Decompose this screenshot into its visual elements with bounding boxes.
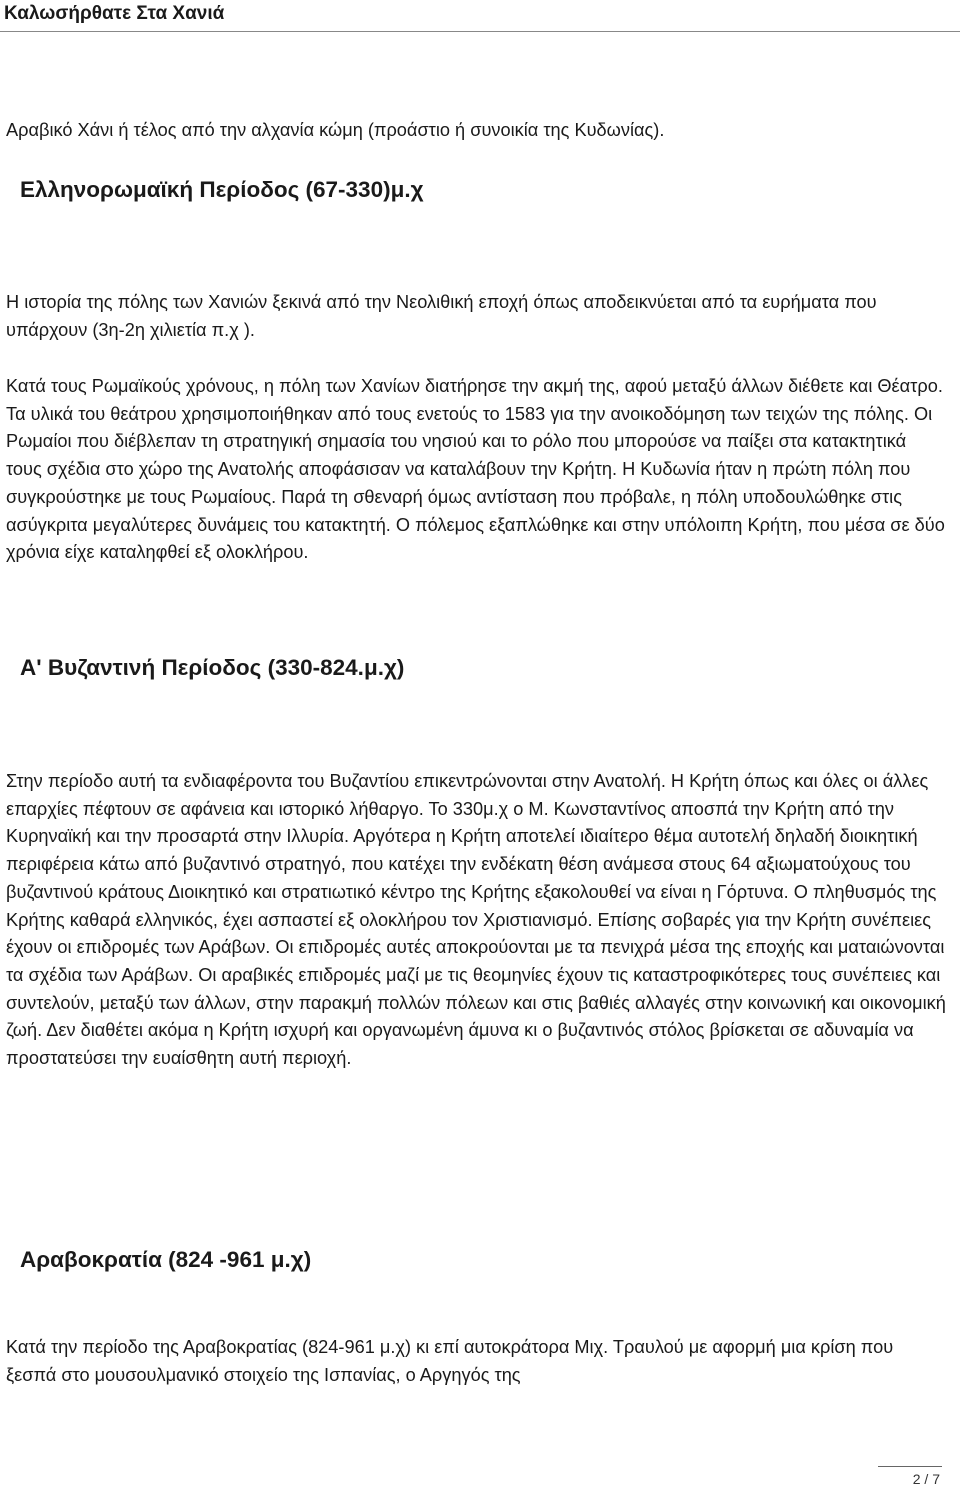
paragraph-arab-rule: Κατά την περίοδο της Αραβοκρατίας (824-961 μ.χ) κι επί αυτοκράτορα Μιχ. Τραυλού με αφορμή μια κρίση που ξεσπά στο μουσουλμανικό στοιχείο της Ισπανίας, ο Αργηγός της — [6, 1337, 894, 1385]
header-divider — [0, 31, 960, 32]
page-header — [0, 0, 960, 38]
footer-divider — [878, 1466, 942, 1467]
section-heading-arab-rule: Αραβοκρατία (824 -961 μ.χ) — [20, 1247, 312, 1272]
paragraph-byzantine: Στην περίοδο αυτή τα ενδιαφέροντα του Βυζαντίου επικεντρώνονται στην Ανατολή. Η Κρήτη όπως και όλες οι άλλες επαρχίες πέφτουν σε αφάνεια και ιστορικό λήθαργο. Το 330μ.χ ο Μ. Κωνσταντίνος αποσπά την Κρήτη από την Κυρηναϊκή και την προσαρτά στην Ιλλυρία. Αργότερα η Κρήτη αποτελεί ιδιαίτερο θέμα αυτοτελή δηλαδή διοικητική περιφέρεια κάτω από βυζαντινό στρατηγό, που κατέχει την ενδέκατη θέση ανάμεσα στους 64 αξιωματούχους του βυζαντινού κράτους Διοικητικό και στρατιωτικό κέντρο της Κρήτης εξακολουθεί να είναι η Γόρτυνα. Ο πληθυσμός της Κρήτης καθαρά ελληνικός, έχει ασπαστεί εξ ολοκλήρου τον Χριστιανισμό. Επίσης σοβαρές για την Κρήτη συνέπειες έχουν οι επιδρομές των Αράβων. Οι επιδρομές αυτές αποκρούονται με τα πενιχρά μέσα της εποχής και ματαιώνονται τα σχέδια των Αράβων. Οι αραβικές επιδρομές μαζί με τις θεομηνίες έχουν τις καταστροφικότερες τους συνέπειες και συντελούν, μεταξύ των άλλων, στην παρακμή πολλών πόλεων και στις βαθιές αλλαγές στην κοινωνική και οικονομική ζωή. Δεν διαθέτει ακόμα η Κρήτη ισχυρή και οργανωμένη άμυνα κι ο βυζαντινός στόλος βρίσκεται σε αδυναμία να προστατεύσει την ευαίσθητη αυτή περιοχή. — [6, 771, 946, 1069]
paragraph-greco-roman-2: Κατά τους Ρωμαϊκούς χρόνους, η πόλη των Χανίων διατήρησε την ακμή της, αφού μεταξύ άλλων διέθετε και Θέατρο. Τα υλικά του θεάτρου χρησιμοποιήθηκαν από τους ενετούς το 1583 για την ανοικοδόμηση των τειχών της πόλης. Οι Ρωμαίοι που διέβλεπαν τη στρατηγική σημασία του νησιού και το ρόλο που μπορούσε να παίξει στα κατακτητικά τους σχέδια στο χώρο της Ανατολής αποφάσισαν να καταλάβουν την Κρήτη. Η Κυδωνία ήταν η πρώτη πόλη που συγκρούστηκε με τους Ρωμαίους. Παρά τη σθεναρή όμως αντίσταση που πρόβαλε, η πόλη υποδουλώθηκε στις ασύγκριτα μεγαλύτερες δυνάμεις του κατακτητή. Ο πόλεμος εξαπλώθηκε και στην υπόλοιπη Κρήτη, που μέσα σε δύο χρόνια είχε καταληφθεί εξ ολοκλήρου. — [6, 376, 945, 563]
page-title: Καλωσήρθατε Στα Χανιά — [4, 3, 225, 24]
intro-paragraph: Αραβικό Χάνι ή τέλος από την αλχανία κώμη (προάστιο ή συνοικία της Κυδωνίας). — [6, 120, 665, 140]
page-number: 2 / 7 — [912, 1471, 940, 1487]
paragraph-greco-roman-1: Η ιστορία της πόλης των Χανιών ξεκινά από την Νεολιθική εποχή όπως αποδεικνύεται από τα ευρήματα που υπάρχουν (3η-2η χιλιετία π.χ ). — [6, 292, 877, 340]
section-heading-greco-roman: Ελληνορωμαϊκή Περίοδος (67-330)μ.χ — [20, 177, 424, 202]
section-heading-byzantine: Α' Βυζαντινή Περίοδος (330-824.μ.χ) — [20, 655, 405, 680]
page-footer — [0, 1460, 960, 1490]
